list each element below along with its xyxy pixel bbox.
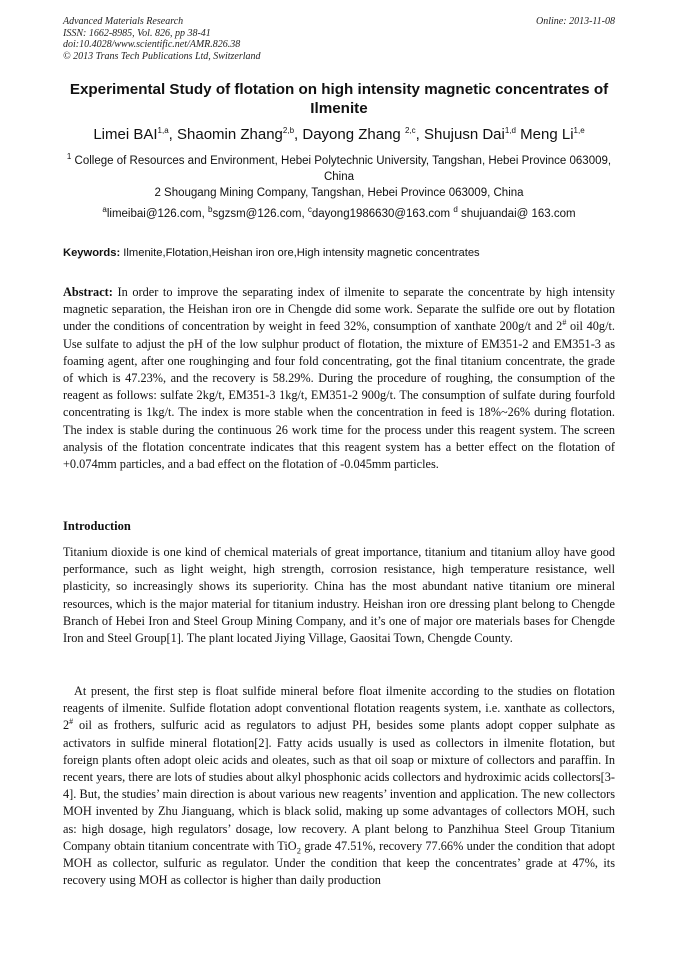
author-list xyxy=(40,125,638,145)
abstract xyxy=(63,284,615,473)
email-sup: b xyxy=(208,205,213,215)
affiliation-sup: 1 xyxy=(66,152,72,162)
email-link[interactable]: limeibai@126.com, xyxy=(106,208,208,220)
affiliations xyxy=(60,153,618,201)
email-list xyxy=(40,206,638,222)
abstract-hash: # xyxy=(562,318,567,328)
doi-line: doi:10.4028/www.scientific.net/AMR.826.38 xyxy=(63,39,241,50)
paragraph-text: At present, the first step is float sulfide mineral before float ilmenite according to the studies on flotation reagents of ilmenite. Sulfide flotation adopt conventional flotation reagents system, i.e. xanthate as collectors, 2 xyxy=(63,684,615,733)
paper-title: Experimental Study of flotation on high intensity magnetic concentrates of Ilmenite xyxy=(69,81,609,117)
paragraph-text-end: grade 47.51%, recovery 77.66% under the condition that adopt MOH as collector, sulfuric as regulator. Under the condition that keep the concentrates’ grade at 47%, its recovery using MOH as collector is higher than daily production xyxy=(63,838,615,888)
author-name: Shaomin Zhang xyxy=(177,126,283,143)
abstract-text: In order to improve the separating index of ilmenite to separate the concentrate by high intensity magnetic separation, the Heishan iron ore in Chengde did some work. Separate the sulfide ore out by flotation under the conditions of concentration by weight in feed 32%, consumption of xanthate 200g/t and 2 xyxy=(63,285,615,334)
author-sep: , xyxy=(168,126,177,143)
author-sup: 1,d xyxy=(504,126,516,135)
paragraph-text-cont: oil as frothers, sulfuric acid as regulators to adjust PH, besides some plants adopt copper sulphate as activators in sulfide mineral flotation[2]. Fatty acids usually is used as collectors in ilmenite flotation, but foreign plants often adopt oleic acids and oleates, such as that oil soap or mixture of collectors and paraffin. In recent years, there are lots of studies about alkyl phosphonic acids collectors and hydroximic acids collectors[3-4]. But, the studies’ main direction is about various new reagents’ invention and application. The new collectors MOH invented by Zhu Jianguang, which is black solid, making up some advantages of collectors MOH, such as: high dosage, high regulators’ dosage, low recovery. A plant belong to Panzhihua Steel Group Titanium Company obtain titanium concentrate with TiO xyxy=(63,718,615,853)
abstract-text-cont: oil 40g/t. Use sulfate to adjust the pH of the low sulphur product of flotation, the mixture of EM351-2 and EM351-3 as foaming agent, after one roughinging and four fold concentrating, got the final titanium concentrate, the grade of which is 47.23%, and the recovery is 58.29%. During the procedure of roughing, the consumption of the reagent as follows: sulfate 2kg/t, EM351-3 1kg/t, EM351-2 900g/t. The consumption of sulfate during fourfold concentrating is 1kg/t. The index is more stable when the concentration in feed is 18%~26% during flotation. The index is stable during the continuous 26 work time for the process under this reagent system. The screen analysis of the flotation concentrate indicates that this reagent system has a better effect on the flotation of +0.074mm particles, and a bad effect on the flotation of -0.045mm particles. xyxy=(63,319,615,472)
author-sep: , xyxy=(415,126,424,143)
keywords-label: Keywords: xyxy=(63,247,121,259)
author-sup: 2,c xyxy=(404,126,416,135)
email-link[interactable]: dayong1986630@163.com xyxy=(311,208,454,220)
abstract-label: Abstract: xyxy=(63,285,113,299)
email-sup: a xyxy=(102,205,107,215)
email-link[interactable]: shujuandai@ 163.com xyxy=(457,208,576,220)
paragraph-subscript: 2 xyxy=(296,845,301,856)
author-sup: 2,b xyxy=(282,126,295,135)
author-sup: 1,e xyxy=(573,126,585,135)
keywords-text: Ilmenite,Flotation,Heishan iron ore,High intensity magnetic concentrates xyxy=(120,247,480,259)
email-sup: d xyxy=(453,205,458,215)
paragraph-hash: # xyxy=(69,717,74,727)
introduction-paragraph-1: Titanium dioxide is one kind of chemical materials of great importance, titanium and titanium alloy have good performance, such as light weight, high strength, corrosion resistance, high temperature resistance, well plasticity, so increasingly shows its superiority. China has the most abundant native titanium ore mineral resources, which is the major material for titanium industry. Heishan iron ore dressing plant belong to Chengde Branch of Hebei Iron and Steel Group Mining Company, and it’s one of major ore materials bases for Chengde Iron and Steel Group[1]. The plant located Jiying Village, Gaositai Town, Chengde County. xyxy=(63,545,615,646)
email-link[interactable]: sgzsm@126.com, xyxy=(212,208,308,220)
author-name: Dayong Zhang xyxy=(302,126,405,143)
email-sup: c xyxy=(307,205,312,215)
online-date: Online: 2013-11-08 xyxy=(536,16,615,27)
author-name: Shujusn Dai xyxy=(423,126,505,143)
affiliation-2: 2 Shougang Mining Company, Tangshan, Hebei Province 063009, China xyxy=(154,187,524,199)
author-name: Limei BAI xyxy=(93,126,158,143)
author-name: Meng Li xyxy=(520,126,574,143)
journal-name: Advanced Materials Research xyxy=(63,16,184,27)
keywords xyxy=(63,245,623,261)
copyright-line: © 2013 Trans Tech Publications Ltd, Switzerland xyxy=(63,50,261,62)
affiliation-text: College of Resources and Environment, Hebei Polytechnic University, Tangshan, Hebei Province 063009, China xyxy=(71,155,612,183)
author-sep: , xyxy=(294,126,303,143)
issn-line: ISSN: 1662-8985, Vol. 826, pp 38-41 xyxy=(63,27,211,39)
introduction-heading: Introduction xyxy=(63,519,131,533)
journal-header xyxy=(63,16,615,62)
affiliation-1 xyxy=(60,153,618,185)
introduction-paragraph-2 xyxy=(63,683,615,889)
author-sup: 1,a xyxy=(157,126,169,135)
